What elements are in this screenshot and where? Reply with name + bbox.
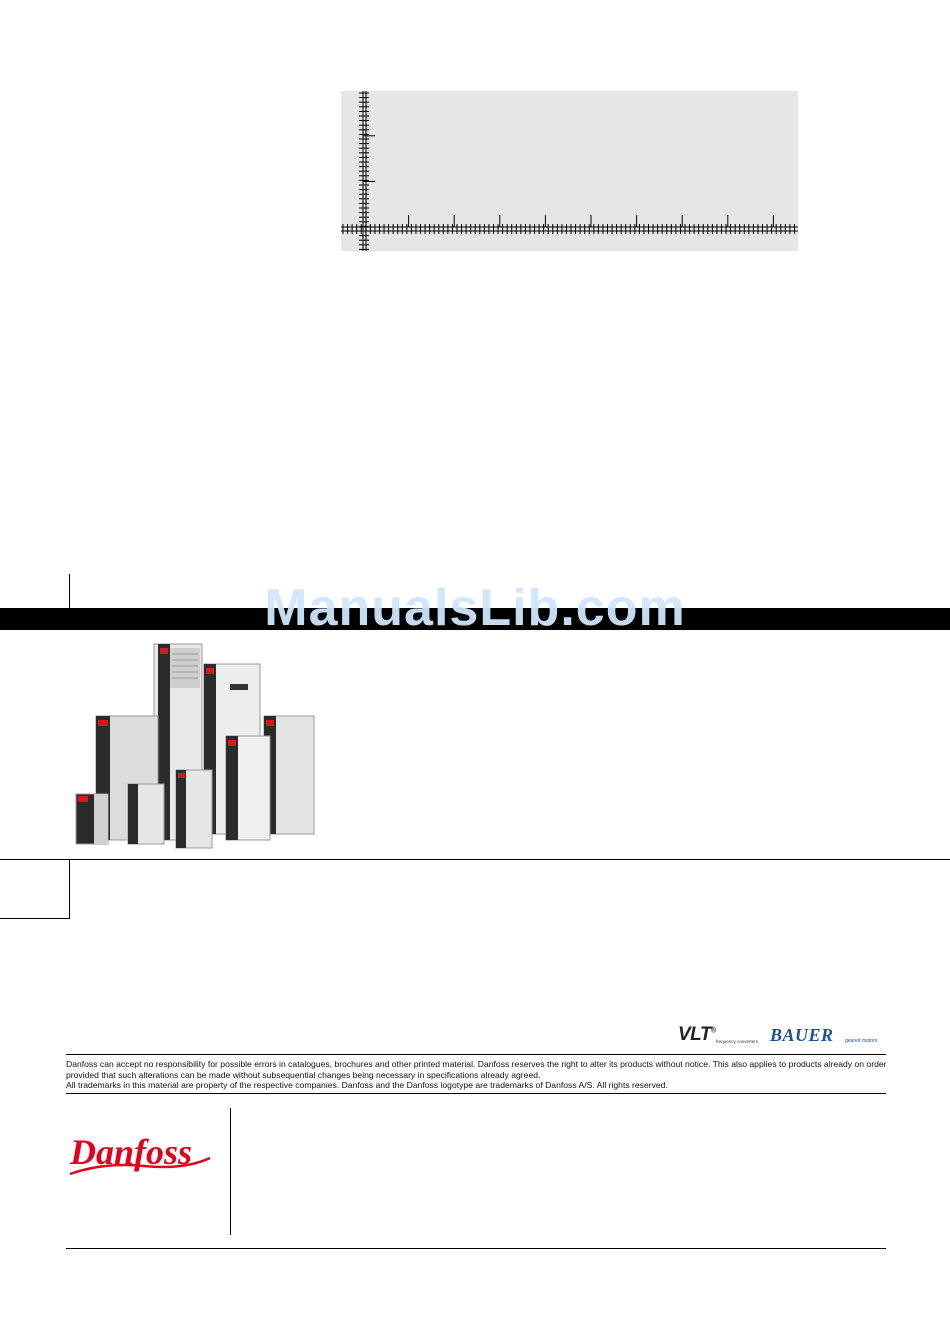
vlt-logo-subtitle: frequency converters [716, 1039, 759, 1044]
danfoss-logo-text: Danfoss [70, 1132, 193, 1172]
disclaimer-line-1: Danfoss can accept no responsibility for possible errors in catalogues, brochures and other printed material. Danfoss reserves the right to alter its products without notice. This also applies to products already on order provided that such alterations can be made without subsequential changes being necessary in specifications already agreed. [66, 1059, 887, 1080]
vlt-logo-text: VLT [678, 1024, 711, 1045]
watermark-text: ManualsLib.com [264, 579, 686, 637]
danfoss-logo [64, 1128, 212, 1186]
disclaimer-text [66, 1059, 896, 1091]
divider-line [69, 859, 70, 919]
brand-logos [678, 1024, 888, 1048]
chart-grid-area [341, 91, 798, 251]
bauer-logo: BAUER [770, 1025, 834, 1045]
bauer-logo-subtitle: geared motors [845, 1038, 878, 1044]
divider-line [66, 1054, 886, 1055]
divider-line [66, 1093, 886, 1094]
product-photo [70, 640, 330, 852]
divider-line [0, 859, 950, 860]
vlt-logo [678, 1024, 716, 1046]
disclaimer-line-2: All trademarks in this material are property of the respective companies. Danfoss and the Danfoss logotype are trademarks of Danfoss A/S. All rights reserved. [66, 1080, 668, 1091]
divider-line [66, 1248, 886, 1249]
vlt-registered-mark: ® [710, 1027, 716, 1035]
divider-line [0, 918, 70, 919]
divider-line [69, 574, 70, 608]
divider-line [230, 1108, 231, 1235]
